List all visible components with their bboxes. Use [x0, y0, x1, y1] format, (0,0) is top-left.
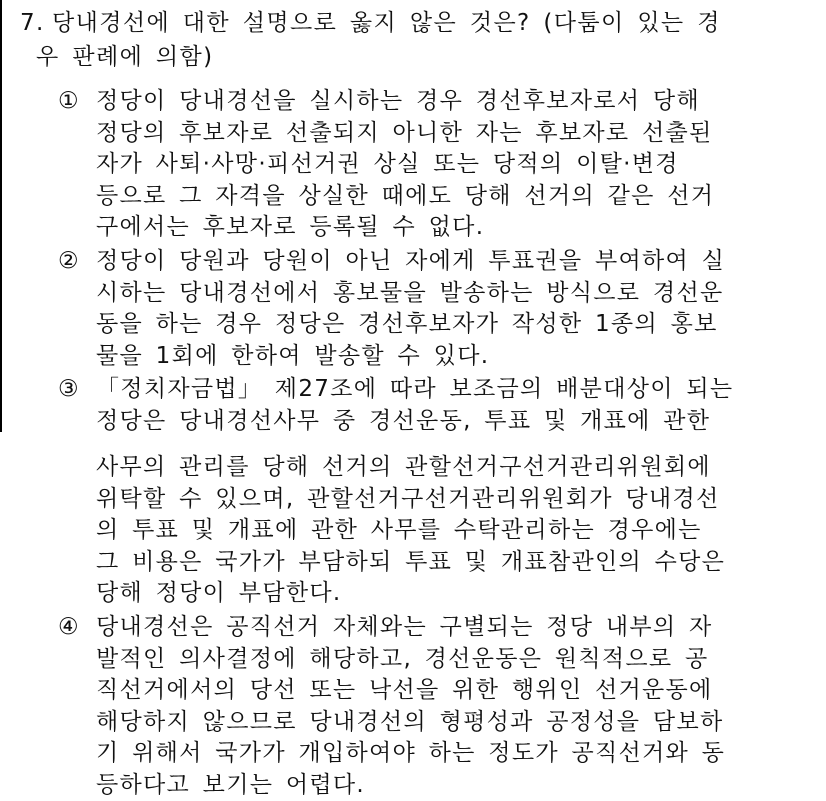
option-1-line-2: 정당의 후보자로 선출되지 아니한 자는 후보자로 선출된 [96, 118, 810, 150]
option-4-line-5: 기 위해서 국가가 개입하여야 하는 정도가 공직선거와 동 [96, 738, 810, 770]
question-stem [20, 6, 820, 74]
question-text-line-2: 우 판례에 의함) [36, 44, 214, 70]
option-2-line-2: 시하는 당내경선에서 홍보물을 발송하는 방식으로 경선운 [96, 278, 810, 310]
option-4-line-2: 발적인 의사결정에 해당하고, 경선운동은 원칙적으로 공 [96, 644, 810, 676]
option-2-line-1: 정당이 당원과 당원이 아닌 자에게 투표권을 부여하여 실 [96, 246, 810, 278]
option-4-line-3: 직선거에서의 당선 또는 낙선을 위한 행위인 선거운동에 [96, 675, 810, 707]
option-4-marker: ④ [58, 612, 94, 644]
column-divider-line [0, 0, 2, 432]
option-2-marker: ② [58, 246, 94, 278]
option-1[interactable] [58, 86, 810, 244]
option-3-line-2: 정당은 당내경선사무 중 경선운동, 투표 및 개표에 관한 [96, 406, 810, 438]
option-2-line-3: 동을 하는 경우 정당은 경선후보자가 작성한 1종의 홍보 [96, 309, 810, 341]
option-4-line-4: 해당하지 않으므로 당내경선의 형평성과 공정성을 담보하 [96, 707, 810, 739]
option-3[interactable] [58, 374, 810, 437]
option-4-line-6: 등하다고 보기는 어렵다. [96, 770, 810, 801]
option-3-continuation[interactable] [58, 452, 810, 610]
option-3-line-1: 「정치자금법」 제27조에 따라 보조금의 배분대상이 되는 [96, 374, 810, 406]
option-1-line-1: 정당이 당내경선을 실시하는 경우 경선후보자로서 당해 [96, 86, 810, 118]
option-1-line-4: 등으로 그 자격을 상실한 때에도 당해 선거의 같은 선거 [96, 181, 810, 213]
option-1-line-5: 구에서는 후보자로 등록될 수 없다. [96, 212, 810, 244]
option-4[interactable] [58, 612, 810, 801]
option-4-line-1: 당내경선은 공직선거 자체와는 구별되는 정당 내부의 자 [96, 612, 810, 644]
option-3-line-3: 사무의 관리를 당해 선거의 관할선거구선거관리위원회에 [96, 452, 810, 484]
option-1-marker: ① [58, 86, 94, 118]
option-2-line-4: 물을 1회에 한하여 발송할 수 있다. [96, 341, 810, 373]
question-text-line-1: 당내경선에 대한 설명으로 옳지 않은 것은? (다툼이 있는 경 [52, 10, 721, 36]
option-3-line-6: 그 비용은 국가가 부담하되 투표 및 개표참관인의 수당은 [96, 547, 810, 579]
option-3-line-4: 위탁할 수 있으며, 관할선거구선거관리위원회가 당내경선 [96, 484, 810, 516]
option-1-line-3: 자가 사퇴·사망·피선거권 상실 또는 당적의 이탈·변경 [96, 149, 810, 181]
option-3-marker: ③ [58, 374, 94, 406]
option-2[interactable] [58, 246, 810, 372]
question-number: 7. [20, 6, 52, 40]
option-3-line-5: 의 투표 및 개표에 관한 사무를 수탁관리하는 경우에는 [96, 515, 810, 547]
option-3-line-7: 당해 정당이 부담한다. [96, 578, 810, 610]
